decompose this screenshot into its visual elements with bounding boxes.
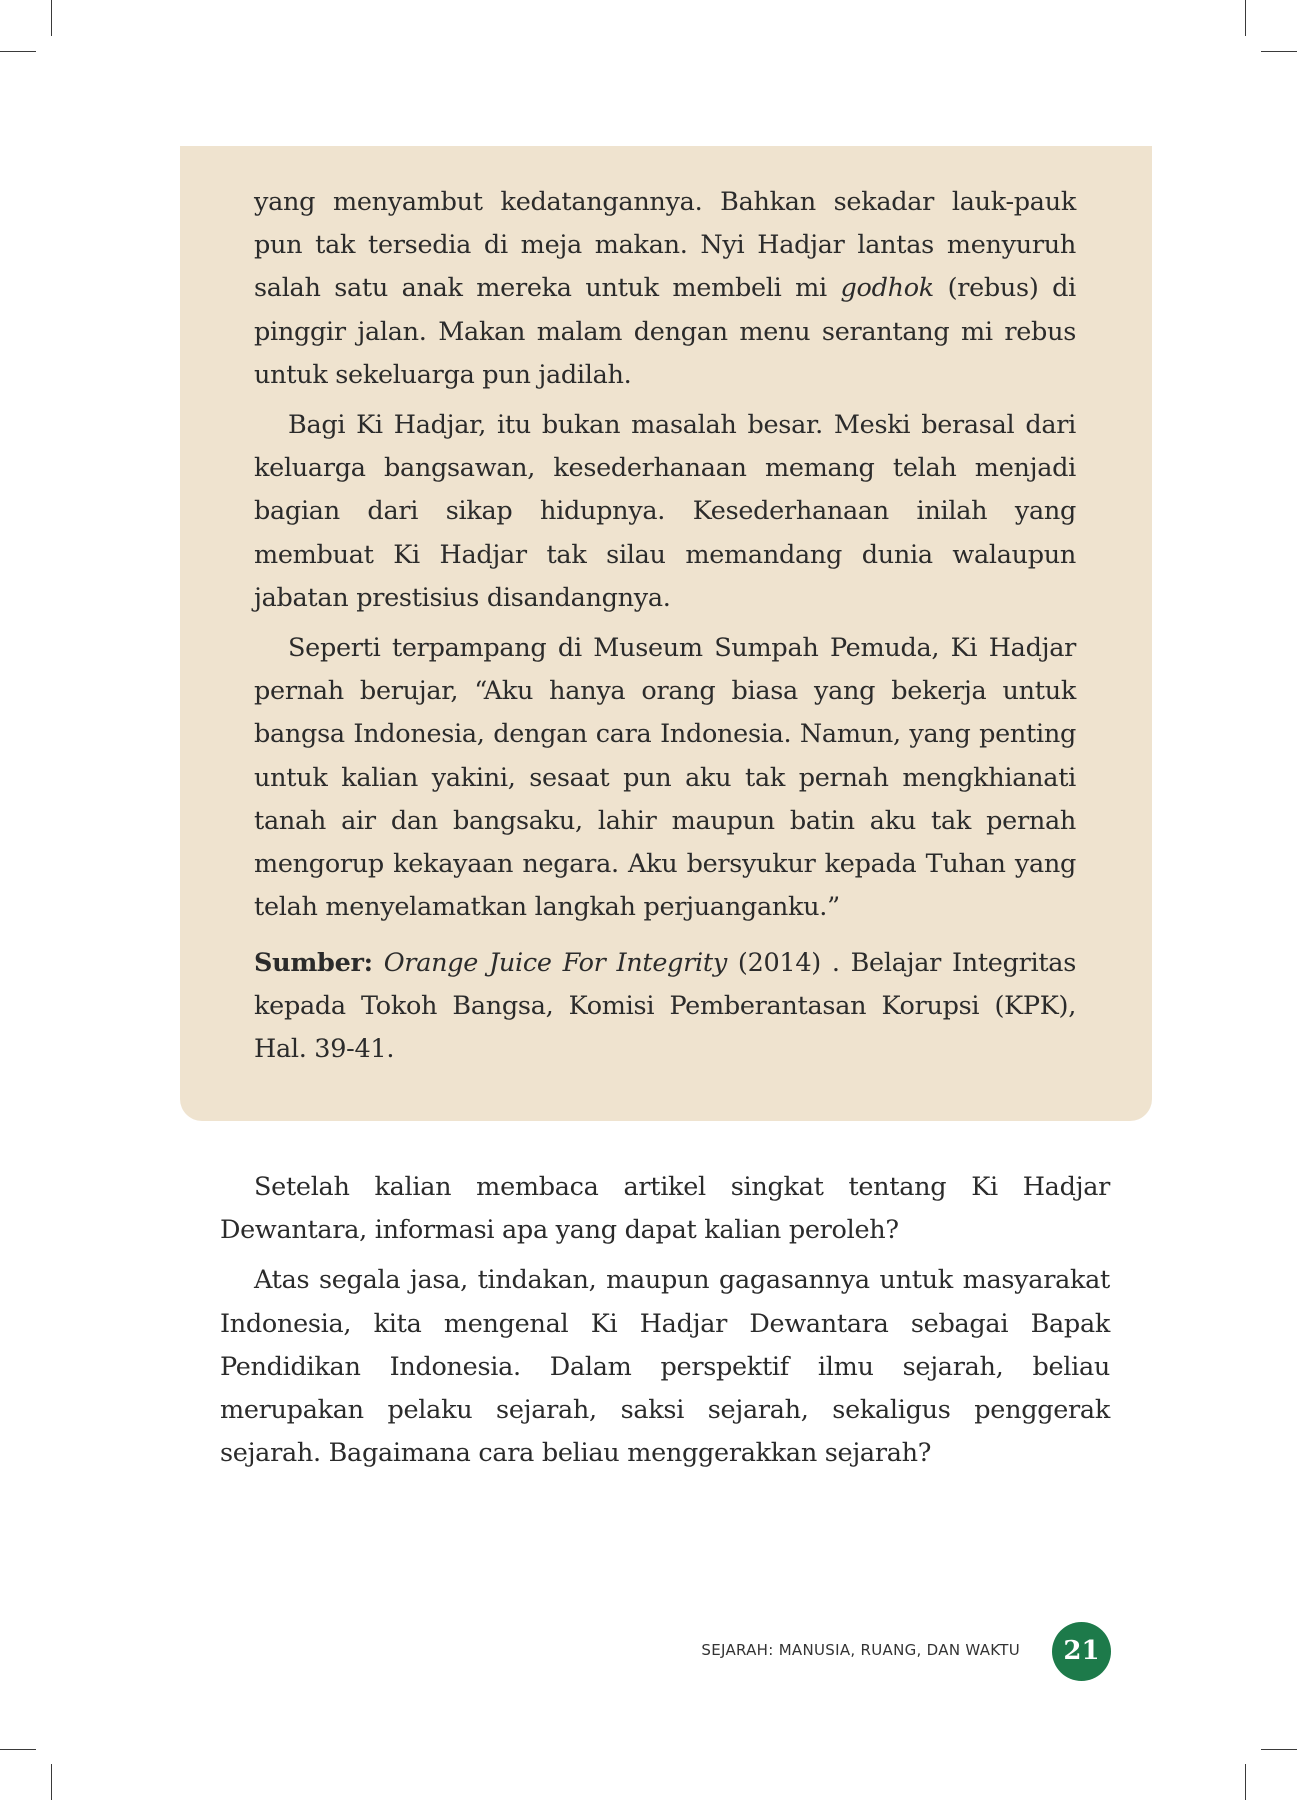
page-number-badge: 21 bbox=[1052, 1622, 1111, 1681]
source-details: (2014) . Belajar Integritas kepada Tokoh Bangsa, Komisi Pemberantasan Korupsi (KPK), Hal. 39-41. bbox=[254, 948, 1076, 1065]
crop-mark bbox=[0, 51, 36, 52]
story-paragraph-1-italic: godhok bbox=[840, 273, 934, 304]
story-box-text bbox=[254, 181, 1076, 936]
main-paragraph-2: Atas segala jasa, tindakan, maupun gagasannya untuk masyarakat Indonesia, kita mengenal Ki Hadjar Dewantara sebagai Bapak Pendidikan Indonesia. Dalam perspektif ilmu sejarah, beliau merupakan pelaku sejarah, saksi sejarah, sekaligus penggerak sejarah. Bagaimana cara beliau menggerakkan sejarah? bbox=[220, 1265, 1110, 1469]
crop-mark bbox=[51, 1764, 52, 1800]
source-title: Orange Juice For Integrity bbox=[383, 948, 727, 978]
story-paragraph-1-text-b: (rebus) di pinggir jalan. Makan malam dengan menu serantang mi rebus untuk sekeluarga pun jadilah. bbox=[254, 273, 1076, 390]
story-paragraph-1 bbox=[254, 181, 1076, 397]
source-label: Sumber: bbox=[254, 948, 373, 978]
source-citation bbox=[254, 942, 1076, 1072]
crop-mark bbox=[51, 0, 52, 36]
crop-mark bbox=[1261, 1749, 1297, 1750]
story-paragraph-1-text-a: yang menyambut kedatangannya. Bahkan sekadar lauk-pauk pun tak tersedia di meja makan. Nyi Hadjar lantas menyuruh salah satu anak mereka untuk membeli mi bbox=[254, 187, 1076, 304]
crop-mark bbox=[0, 1749, 36, 1750]
story-paragraph-3: Seperti terpampang di Museum Sumpah Pemuda, Ki Hadjar pernah berujar, “Aku hanya orang biasa yang bekerja untuk bangsa Indonesia, dengan cara Indonesia. Namun, yang penting untuk kalian yakini, sesaat pun aku tak pernah mengkhianati tanah air dan bangsaku, lahir maupun batin aku tak pernah mengorup kekayaan negara. Aku bersyukur kepada Tuhan yang telah menyelamatkan langkah perjuanganku.” bbox=[254, 633, 1076, 923]
story-paragraph-2: Bagi Ki Hadjar, itu bukan masalah besar. Meski berasal dari keluarga bangsawan, kesederhanaan memang telah menjadi bagian dari sikap hidupnya. Kesederhanaan inilah yang membuat Ki Hadjar tak silau memandang dunia walaupun jabatan prestisius disandangnya. bbox=[254, 410, 1076, 613]
running-footer-title: SEJARAH: MANUSIA, RUANG, DAN WAKTU bbox=[701, 1641, 1020, 1659]
crop-mark bbox=[1261, 51, 1297, 52]
main-paragraph-1: Setelah kalian membaca artikel singkat tentang Ki Hadjar Dewantara, informasi apa yang dapat kalian peroleh? bbox=[220, 1172, 1110, 1246]
crop-mark bbox=[1245, 1764, 1246, 1800]
crop-mark bbox=[1245, 0, 1246, 36]
main-text bbox=[220, 1166, 1110, 1482]
